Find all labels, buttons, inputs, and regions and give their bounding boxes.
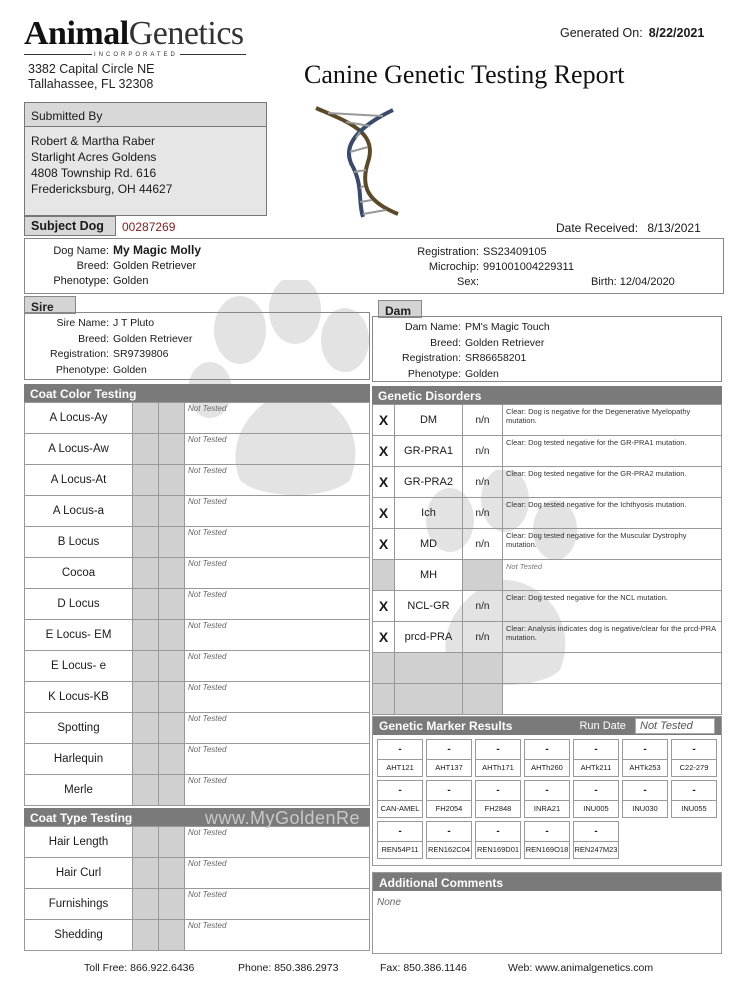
- coat-type-row: [25, 920, 370, 951]
- disorder-result: n/n: [463, 436, 503, 467]
- disorder-row: [373, 653, 722, 684]
- marker-cell: [524, 739, 570, 777]
- sire-phenotype: Golden: [113, 363, 147, 376]
- disorder-row: [373, 622, 722, 653]
- web-link[interactable]: www.animalgenetics.com: [535, 962, 654, 974]
- coat-color-gray-cell: [159, 434, 185, 465]
- disorder-name: DM: [395, 405, 463, 436]
- disorder-description: Not Tested: [503, 560, 722, 591]
- coat-type-gray-cell: [159, 920, 185, 951]
- coat-color-test-name: Harlequin: [25, 744, 133, 775]
- coat-type-panel: [24, 808, 370, 951]
- marker-name: INU030: [632, 804, 658, 813]
- marker-value: -: [378, 781, 422, 801]
- submitted-by-header: Submitted By: [25, 103, 266, 127]
- dam-name-label: Dam Name:: [404, 321, 461, 333]
- coat-type-result: Not Tested: [185, 827, 370, 858]
- generated-label: Generated On:: [560, 26, 643, 40]
- coat-color-test-name: Spotting: [25, 713, 133, 744]
- coat-color-row: [25, 713, 370, 744]
- web-label: Web:: [508, 962, 533, 974]
- disorder-mark: X: [373, 622, 395, 653]
- coat-color-result: Not Tested: [185, 651, 370, 682]
- marker-value: -: [378, 822, 422, 842]
- marker-cell: [377, 739, 423, 777]
- coat-color-result: Not Tested: [185, 775, 370, 806]
- submitter-line: Robert & Martha Raber: [31, 134, 156, 148]
- coat-color-gray-cell: [159, 620, 185, 651]
- report-title: Canine Genetic Testing Report: [304, 60, 625, 89]
- date-received-label: Date Received:: [556, 221, 639, 235]
- marker-name: AHTk253: [629, 763, 661, 772]
- coat-color-result: Not Tested: [185, 620, 370, 651]
- disorder-description: Clear: Dog tested negative for the Ichthyosis mutation.: [503, 498, 722, 529]
- generated-date: 8/22/2021: [648, 26, 705, 40]
- coat-color-row: [25, 589, 370, 620]
- comments-panel: [372, 872, 722, 954]
- coat-color-result: Not Tested: [185, 434, 370, 465]
- watermark-text: www.MyGoldenRe: [205, 808, 361, 828]
- disorder-mark: X: [373, 591, 395, 622]
- genetic-disorders-header: Genetic Disorders: [372, 386, 722, 404]
- dog-name-label: Dog Name:: [53, 245, 109, 257]
- disorder-result: n/n: [463, 405, 503, 436]
- marker-name: AHTh260: [531, 763, 563, 772]
- coat-color-result: Not Tested: [185, 403, 370, 434]
- coat-color-result: Not Tested: [185, 465, 370, 496]
- disorder-description: [503, 653, 722, 684]
- coat-color-test-name: A Locus-Aw: [25, 434, 133, 465]
- microchip-label: Microchip:: [428, 261, 479, 273]
- coat-color-row: [25, 465, 370, 496]
- logo-brand-rest: Genetics: [128, 15, 244, 52]
- coat-color-test-name: E Locus- e: [25, 651, 133, 682]
- run-date-value: Not Tested: [635, 718, 715, 734]
- company-logo: [24, 14, 244, 54]
- marker-name: REN169D01: [476, 845, 520, 854]
- sire-breed-label: Breed:: [78, 332, 109, 345]
- fax-number: 850.386.1146: [403, 962, 467, 974]
- coat-color-gray-cell: [133, 651, 159, 682]
- phone-number: 850.386.2973: [274, 962, 339, 974]
- registration: SS23409105: [483, 246, 547, 258]
- coat-type-gray-cell: [133, 920, 159, 951]
- coat-color-test-name: A Locus-At: [25, 465, 133, 496]
- coat-color-row: [25, 558, 370, 589]
- subject-dog-box: [24, 238, 724, 294]
- marker-cell: [377, 780, 423, 818]
- coat-color-gray-cell: [133, 403, 159, 434]
- marker-name: REN54P11: [381, 845, 419, 854]
- dam-name: PM's Magic Touch: [465, 321, 550, 333]
- marker-name: AHTk211: [580, 763, 612, 772]
- marker-value: -: [672, 781, 716, 801]
- coat-type-row: [25, 889, 370, 920]
- coat-color-row: [25, 496, 370, 527]
- marker-cell: [475, 821, 521, 859]
- address-line-1: 3382 Capital Circle NE: [28, 62, 155, 76]
- marker-name: INU055: [681, 804, 707, 813]
- birth-label: Birth:: [591, 276, 617, 288]
- coat-color-test-name: D Locus: [25, 589, 133, 620]
- coat-color-gray-cell: [133, 682, 159, 713]
- comments-header: Additional Comments: [373, 873, 721, 891]
- disorder-name: prcd-PRA: [395, 622, 463, 653]
- sire-box: [24, 312, 370, 380]
- run-date: [579, 718, 715, 734]
- disorder-name: [395, 684, 463, 715]
- coat-color-gray-cell: [133, 713, 159, 744]
- submitted-by-box: [24, 102, 267, 216]
- coat-type-test-name: Furnishings: [25, 889, 133, 920]
- coat-color-result: Not Tested: [185, 744, 370, 775]
- coat-type-result: Not Tested: [185, 889, 370, 920]
- marker-value: -: [623, 740, 667, 760]
- coat-color-gray-cell: [133, 589, 159, 620]
- marker-grid: [373, 735, 721, 859]
- marker-cell: [426, 739, 472, 777]
- marker-value: -: [525, 781, 569, 801]
- coat-color-row: [25, 651, 370, 682]
- submitter-line: Fredericksburg, OH 44627: [31, 182, 173, 196]
- company-address: [28, 62, 154, 92]
- disorder-row: [373, 467, 722, 498]
- coat-color-result: Not Tested: [185, 682, 370, 713]
- coat-color-row: [25, 403, 370, 434]
- disorder-mark: X: [373, 498, 395, 529]
- tollfree-number: 866.922.6436: [130, 962, 195, 974]
- dam-registration-label: Registration:: [402, 352, 461, 364]
- marker-cell: [377, 821, 423, 859]
- marker-name: INU005: [583, 804, 609, 813]
- coat-color-gray-cell: [133, 744, 159, 775]
- disorder-result: n/n: [463, 622, 503, 653]
- footer-tollfree: [84, 962, 194, 974]
- marker-cell: [622, 739, 668, 777]
- marker-cell: [524, 821, 570, 859]
- coat-color-result: Not Tested: [185, 527, 370, 558]
- marker-cell: [573, 780, 619, 818]
- genetic-disorders-panel: [372, 386, 722, 715]
- phone-label: Phone:: [238, 962, 272, 974]
- coat-color-gray-cell: [133, 620, 159, 651]
- marker-value: -: [525, 822, 569, 842]
- disorder-mark: X: [373, 405, 395, 436]
- date-received: [556, 221, 701, 235]
- disorder-mark: [373, 684, 395, 715]
- coat-type-gray-cell: [159, 889, 185, 920]
- disorder-description: Clear: Dog tested negative for the Muscular Dystrophy mutation.: [503, 529, 722, 560]
- sire-registration: SR9739806: [113, 348, 169, 360]
- coat-color-test-name: Merle: [25, 775, 133, 806]
- coat-color-test-name: Cocoa: [25, 558, 133, 589]
- coat-color-gray-cell: [159, 775, 185, 806]
- genetic-markers-panel: [372, 716, 722, 866]
- coat-color-gray-cell: [133, 496, 159, 527]
- disorder-name: MH: [395, 560, 463, 591]
- coat-color-gray-cell: [133, 775, 159, 806]
- coat-color-row: [25, 434, 370, 465]
- disorder-name: Ich: [395, 498, 463, 529]
- disorder-mark: X: [373, 529, 395, 560]
- sire-header: Sire: [24, 296, 76, 314]
- coat-color-test-name: A Locus-a: [25, 496, 133, 527]
- dam-registration: SR86658201: [465, 352, 527, 364]
- coat-color-result: Not Tested: [185, 558, 370, 589]
- disorder-row: [373, 498, 722, 529]
- disorder-description: Clear: Dog is negative for the Degenerative Myelopathy mutation.: [503, 405, 722, 436]
- date-received-value: 8/13/2021: [647, 221, 701, 235]
- logo-brand-bold: Animal: [24, 15, 129, 52]
- dam-phenotype-label: Phenotype:: [407, 367, 461, 380]
- coat-color-test-name: K Locus-KB: [25, 682, 133, 713]
- marker-cell: [573, 821, 619, 859]
- submitter-line: Starlight Acres Goldens: [31, 150, 157, 164]
- marker-value: -: [476, 740, 520, 760]
- registration-label: Registration:: [417, 246, 479, 258]
- submitter-line: 4808 Township Rd. 616: [31, 166, 157, 180]
- marker-row: [377, 739, 717, 777]
- marker-name: REN247M23: [574, 845, 618, 854]
- coat-type-test-name: Shedding: [25, 920, 133, 951]
- subject-dog-label: Subject Dog: [24, 216, 116, 236]
- sire-phenotype-label: Phenotype:: [55, 363, 109, 376]
- marker-cell: [475, 739, 521, 777]
- marker-value: -: [672, 740, 716, 760]
- marker-name: C22-279: [679, 763, 709, 772]
- microchip: 991001004229311: [483, 261, 574, 273]
- coat-color-gray-cell: [133, 527, 159, 558]
- disorder-mark: X: [373, 436, 395, 467]
- footer-fax: [380, 962, 467, 974]
- marker-value: -: [427, 740, 471, 760]
- disorder-mark: [373, 560, 395, 591]
- coat-type-test-name: Hair Length: [25, 827, 133, 858]
- disorder-result: n/n: [463, 498, 503, 529]
- marker-cell: [622, 780, 668, 818]
- marker-value: -: [623, 781, 667, 801]
- disorder-name: GR-PRA1: [395, 436, 463, 467]
- marker-row: [377, 821, 717, 859]
- dna-helix-icon: [308, 102, 408, 222]
- coat-color-test-name: E Locus- EM: [25, 620, 133, 651]
- dam-breed-label: Breed:: [430, 336, 461, 349]
- marker-name: AHT137: [435, 763, 463, 772]
- breed: Golden Retriever: [113, 260, 197, 272]
- coat-color-gray-cell: [159, 589, 185, 620]
- marker-cell: [671, 780, 717, 818]
- disorder-row: [373, 591, 722, 622]
- coat-color-row: [25, 682, 370, 713]
- sire-name-label: Sire Name:: [56, 317, 109, 329]
- dam-phenotype: Golden: [465, 367, 499, 380]
- coat-type-test-name: Hair Curl: [25, 858, 133, 889]
- genetic-markers-header: [373, 717, 721, 735]
- coat-color-gray-cell: [159, 527, 185, 558]
- marker-cell: [475, 780, 521, 818]
- genetic-markers-title: Genetic Marker Results: [379, 719, 513, 733]
- disorder-name: NCL-GR: [395, 591, 463, 622]
- footer-phone: [238, 962, 338, 974]
- dam-box: [372, 316, 722, 382]
- marker-cell: [426, 821, 472, 859]
- disorder-description: Clear: Dog tested negative for the GR-PRA2 mutation.: [503, 467, 722, 498]
- address-line-2: Tallahassee, FL 32308: [28, 77, 154, 91]
- coat-color-gray-cell: [159, 744, 185, 775]
- coat-color-gray-cell: [133, 434, 159, 465]
- genetic-disorders-table: [372, 404, 722, 715]
- disorder-description: Clear: Dog tested negative for the NCL mutation.: [503, 591, 722, 622]
- marker-value: -: [574, 781, 618, 801]
- disorder-row: [373, 436, 722, 467]
- disorder-result: n/n: [463, 529, 503, 560]
- coat-type-result: Not Tested: [185, 858, 370, 889]
- breed-label: Breed:: [76, 260, 109, 272]
- coat-type-gray-cell: [133, 827, 159, 858]
- marker-row: [377, 780, 717, 818]
- coat-color-gray-cell: [159, 558, 185, 589]
- coat-type-result: Not Tested: [185, 920, 370, 951]
- disorder-name: MD: [395, 529, 463, 560]
- marker-value: -: [378, 740, 422, 760]
- birth-date: 12/04/2020: [619, 276, 675, 288]
- sire-breed: Golden Retriever: [113, 332, 193, 345]
- marker-cell: [573, 739, 619, 777]
- coat-color-gray-cell: [159, 465, 185, 496]
- coat-color-gray-cell: [133, 558, 159, 589]
- disorder-result: [463, 653, 503, 684]
- coat-color-test-name: B Locus: [25, 527, 133, 558]
- marker-cell: [671, 739, 717, 777]
- coat-type-gray-cell: [159, 827, 185, 858]
- coat-color-gray-cell: [159, 651, 185, 682]
- coat-color-row: [25, 744, 370, 775]
- disorder-name: GR-PRA2: [395, 467, 463, 498]
- dog-name: My Magic Molly: [113, 243, 202, 257]
- disorder-result: n/n: [463, 591, 503, 622]
- marker-value: -: [574, 822, 618, 842]
- coat-type-gray-cell: [159, 858, 185, 889]
- coat-color-table: [24, 402, 370, 806]
- disorder-mark: X: [373, 467, 395, 498]
- logo-incorporated: INCORPORATED: [94, 52, 178, 58]
- coat-type-row: [25, 827, 370, 858]
- marker-name: REN169O18: [525, 845, 569, 854]
- footer-web: [508, 962, 653, 974]
- coat-type-row: [25, 858, 370, 889]
- coat-color-row: [25, 775, 370, 806]
- dam-breed: Golden Retriever: [465, 336, 545, 349]
- marker-value: -: [476, 781, 520, 801]
- disorder-row: [373, 560, 722, 591]
- coat-type-gray-cell: [133, 889, 159, 920]
- sire-registration-label: Registration:: [50, 348, 109, 360]
- phenotype: Golden: [113, 275, 149, 287]
- marker-value: -: [525, 740, 569, 760]
- marker-value: -: [427, 822, 471, 842]
- run-date-label: Run Date: [579, 720, 626, 732]
- fax-label: Fax:: [380, 962, 401, 974]
- coat-color-test-name: A Locus-Ay: [25, 403, 133, 434]
- disorder-result: n/n: [463, 467, 503, 498]
- marker-name: CAN-AMEL: [380, 804, 420, 813]
- subject-id: 00287269: [122, 220, 176, 234]
- tollfree-label: Toll Free:: [84, 962, 128, 974]
- disorder-mark: [373, 653, 395, 684]
- coat-color-gray-cell: [159, 496, 185, 527]
- disorder-result: [463, 560, 503, 591]
- coat-type-table: [24, 826, 370, 951]
- marker-name: AHT121: [386, 763, 414, 772]
- disorder-row: [373, 529, 722, 560]
- coat-color-result: Not Tested: [185, 589, 370, 620]
- disorder-row: [373, 684, 722, 715]
- disorder-name: [395, 653, 463, 684]
- marker-name: FH2054: [435, 804, 463, 813]
- marker-cell: [524, 780, 570, 818]
- marker-name: REN162C04: [427, 845, 471, 854]
- coat-color-header: Coat Color Testing: [24, 384, 370, 402]
- coat-color-gray-cell: [159, 403, 185, 434]
- sire-name: J T Pluto: [113, 317, 155, 329]
- marker-name: INRA21: [533, 804, 561, 813]
- marker-value: -: [574, 740, 618, 760]
- marker-value: -: [476, 822, 520, 842]
- marker-cell: [426, 780, 472, 818]
- coat-color-result: Not Tested: [185, 496, 370, 527]
- marker-name: FH2848: [484, 804, 512, 813]
- coat-color-result: Not Tested: [185, 713, 370, 744]
- coat-type-header: Coat Type Testing: [24, 808, 370, 826]
- disorder-row: [373, 405, 722, 436]
- marker-value: -: [427, 781, 471, 801]
- coat-color-gray-cell: [133, 465, 159, 496]
- disorder-description: [503, 684, 722, 715]
- disorder-description: Clear: Analysis indicates dog is negative/clear for the prcd-PRA mutation.: [503, 622, 722, 653]
- marker-name: AHTh171: [482, 763, 514, 772]
- coat-color-row: [25, 620, 370, 651]
- dam-header: Dam: [378, 300, 422, 318]
- coat-color-panel: [24, 384, 370, 806]
- phenotype-label: Phenotype:: [53, 275, 109, 287]
- coat-color-gray-cell: [159, 713, 185, 744]
- disorder-description: Clear: Dog tested negative for the GR-PRA1 mutation.: [503, 436, 722, 467]
- coat-color-gray-cell: [159, 682, 185, 713]
- coat-type-gray-cell: [133, 858, 159, 889]
- generated-on: [560, 26, 704, 40]
- comments-text: None: [377, 897, 401, 908]
- sex-label: Sex:: [456, 276, 479, 288]
- coat-color-row: [25, 527, 370, 558]
- disorder-result: [463, 684, 503, 715]
